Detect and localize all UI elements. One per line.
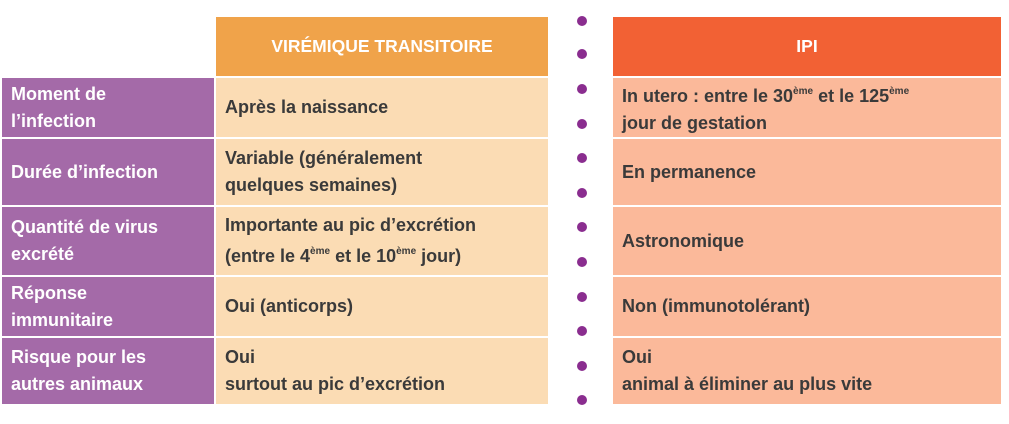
cell-ipi-reponse [613, 277, 1001, 336]
cell-ipi-duree [613, 139, 1001, 205]
row-label-text: Réponse immunitaire [11, 282, 114, 330]
header-ipi-label: IPI [796, 36, 818, 56]
separator-dot [577, 222, 587, 232]
cell-ipi-moment [613, 78, 1001, 137]
superscript: ème [889, 85, 910, 97]
row-label-text: Risque pour les autres animaux [11, 347, 147, 394]
header-viremie-transitoire [216, 17, 548, 76]
separator-dot [577, 16, 587, 26]
separator-dot [577, 49, 587, 59]
row-label-text: Durée d’infection [11, 161, 159, 182]
cell-text: En permanence [622, 161, 757, 182]
cell-text: Oui animal à éliminer au plus vite [622, 347, 873, 394]
cell-text: Oui surtout au pic d’excrétion [225, 347, 446, 394]
separator-dot [577, 119, 587, 129]
separator-dot [577, 292, 587, 302]
cell-text-block [225, 212, 476, 270]
text-segment: et le 10 [330, 246, 397, 266]
cell-viremie-moment [216, 78, 548, 137]
separator-dot [577, 326, 587, 336]
text-segment: (entre le 4 [225, 246, 311, 266]
cell-text: Après la naissance [225, 97, 389, 117]
cell-viremie-risque [216, 338, 548, 404]
separator-dot [577, 395, 587, 405]
row-label-risque-animaux [2, 338, 214, 404]
cell-text-line-2: jour de gestation [622, 112, 768, 133]
row-label-text: Quantité de virus excrété [11, 217, 159, 264]
row-label-moment-infection [2, 78, 214, 137]
cell-text: Variable (généralement quelques semaines) [225, 148, 423, 195]
cell-viremie-duree [216, 139, 548, 205]
superscript: ème [793, 85, 814, 97]
row-label-reponse-immunitaire [2, 277, 214, 336]
text-segment: In utero : entre le 30 [622, 85, 794, 106]
separator-dot [577, 188, 587, 198]
separator-dot [577, 84, 587, 94]
separator-dot [577, 361, 587, 371]
cell-viremie-reponse [216, 277, 548, 336]
superscript: ème [310, 246, 331, 257]
row-label-duree-infection [2, 139, 214, 205]
cell-text: Astronomique [622, 230, 745, 251]
text-segment: et le 125 [813, 85, 890, 106]
cell-text-line-1: Importante au pic d’excrétion [225, 215, 477, 235]
text-segment: jour) [416, 246, 462, 266]
superscript: ème [396, 246, 417, 257]
header-ipi [613, 17, 1001, 76]
cell-ipi-risque [613, 338, 1001, 404]
separator-dot [577, 257, 587, 267]
separator-dot [577, 153, 587, 163]
cell-text-line-2 [225, 239, 476, 270]
row-label-text: Moment de l’infection [11, 83, 107, 131]
cell-ipi-quantite [613, 207, 1001, 275]
cell-text: Oui (anticorps) [225, 296, 354, 316]
cell-text: Non (immunotolérant) [622, 296, 810, 316]
row-label-quantite-virus [2, 207, 214, 275]
cell-text-line-1 [622, 79, 909, 110]
header-viremie-label: VIRÉMIQUE TRANSITOIRE [271, 36, 493, 56]
cell-text-block [622, 79, 909, 137]
cell-viremie-quantite [216, 207, 548, 275]
